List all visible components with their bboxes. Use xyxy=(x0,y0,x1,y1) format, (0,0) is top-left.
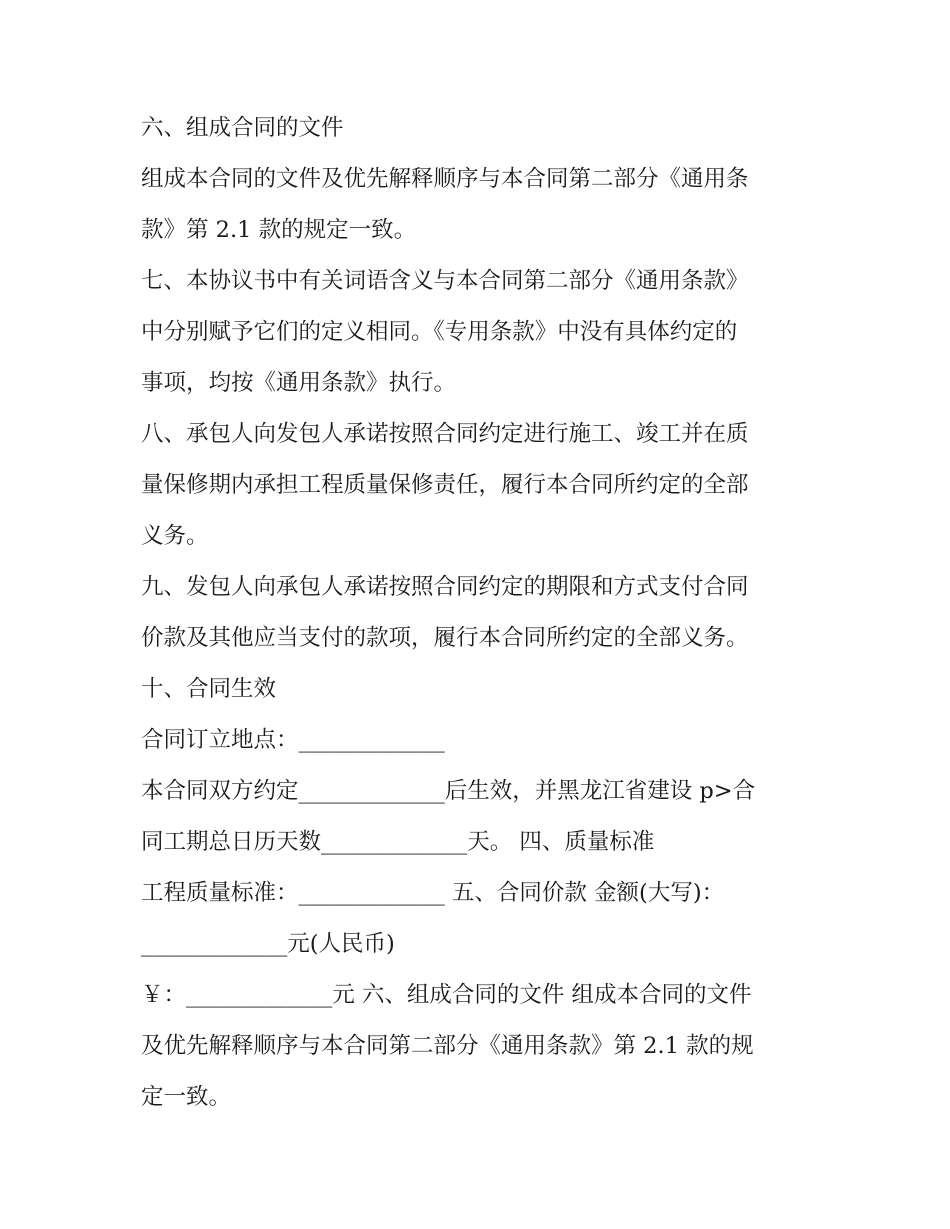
paragraph-line: 义务。 xyxy=(141,523,209,549)
effective-condition-line: 本合同双方约定_____________后生效，并黑龙江省建设 p>合 xyxy=(141,778,756,804)
paragraph-line: 及优先解释顺序与本合同第二部分《通用条款》第 2.1 款的规 xyxy=(141,1033,754,1059)
section-heading-6: 六、组成合同的文件 xyxy=(141,115,344,141)
paragraph-line: 事项，均按《通用条款》执行。 xyxy=(141,370,457,396)
section-heading-8: 八、承包人向发包人承诺按照合同约定进行施工、竣工并在质 xyxy=(141,421,749,447)
section-heading-10: 十、合同生效 xyxy=(141,676,277,702)
amount-rmb-line: _____________元(人民币) xyxy=(141,931,395,957)
paragraph-line: 价款及其他应当支付的款项，履行本合同所约定的全部义务。 xyxy=(141,625,749,651)
section-heading-7: 七、本协议书中有关词语含义与本合同第二部分《通用条款》 xyxy=(141,268,749,294)
amount-yuan-line: ￥：_____________元 六、组成合同的文件 组成本合同的文件 xyxy=(141,982,752,1008)
duration-line: 同工期总日历天数_____________天。 四、质量标准 xyxy=(141,829,655,855)
paragraph-line: 定一致。 xyxy=(141,1084,232,1110)
paragraph-line: 中分别赋予它们的定义相同。《专用条款》中没有具体约定的 xyxy=(141,319,738,345)
paragraph-line: 款》第 2.1 款的规定一致。 xyxy=(141,217,417,243)
paragraph-line: 组成本合同的文件及优先解释顺序与本合同第二部分《通用条 xyxy=(141,166,749,192)
document-body xyxy=(141,103,821,1123)
quality-standard-line: 工程质量标准：_____________ 五、合同价款 金额(大写)： xyxy=(141,880,725,906)
paragraph-line: 量保修期内承担工程质量保修责任，履行本合同所约定的全部 xyxy=(141,472,749,498)
section-heading-9: 九、发包人向承包人承诺按照合同约定的期限和方式支付合同 xyxy=(141,574,749,600)
signing-place-line: 合同订立地点：_____________ xyxy=(141,727,445,753)
